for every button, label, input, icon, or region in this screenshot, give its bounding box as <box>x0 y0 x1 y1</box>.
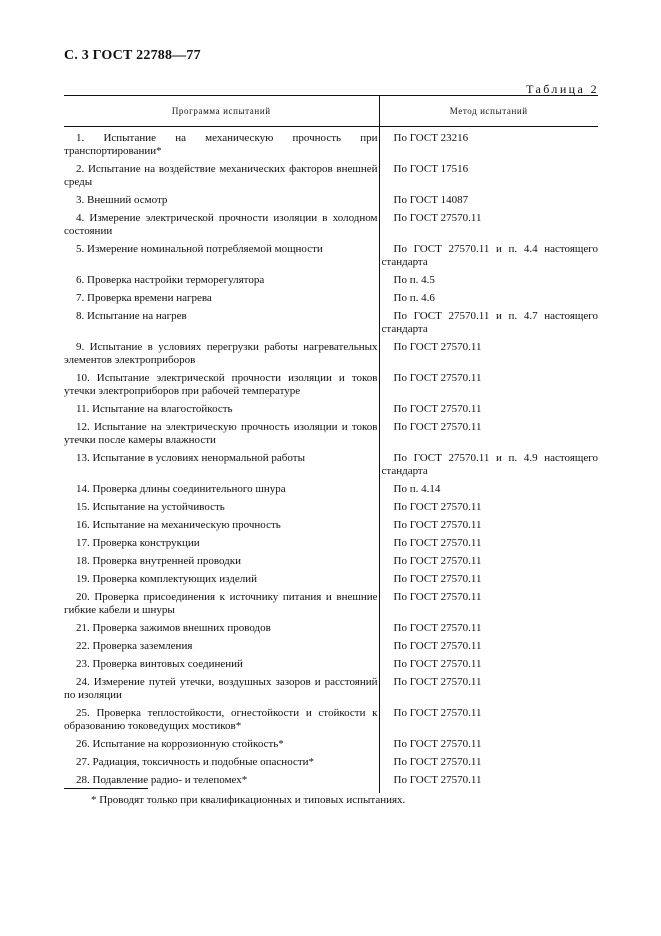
method-cell <box>379 416 598 447</box>
program-cell <box>64 127 379 159</box>
method-cell <box>379 532 598 550</box>
method-text: По ГОСТ 27570.11 <box>393 622 482 634</box>
program-text: 25. Проверка теплостойкости, огнестойкости и стойкости к образованию токоведущих мостиков* <box>64 707 378 732</box>
program-cell <box>64 769 379 793</box>
footnote-divider <box>64 788 148 789</box>
table-row <box>64 532 598 550</box>
program-cell <box>64 496 379 514</box>
table-header-row <box>64 96 598 127</box>
method-text: По ГОСТ 27570.11 <box>393 640 482 652</box>
program-cell <box>64 532 379 550</box>
program-cell <box>64 336 379 367</box>
method-cell <box>379 158 598 189</box>
method-cell <box>379 635 598 653</box>
program-cell <box>64 733 379 751</box>
program-cell <box>64 269 379 287</box>
method-cell <box>379 671 598 702</box>
table-body <box>64 127 598 794</box>
program-cell <box>64 478 379 496</box>
method-text: По ГОСТ 27570.11 и п. 4.7 настоящего стандарта <box>381 310 598 335</box>
method-text: По ГОСТ 27570.11 и п. 4.4 настоящего стандарта <box>381 243 598 268</box>
test-program-table <box>64 95 598 793</box>
program-cell <box>64 189 379 207</box>
program-cell <box>64 367 379 398</box>
method-text: По ГОСТ 27570.11 <box>393 774 482 786</box>
table-row <box>64 653 598 671</box>
method-text: По п. 4.14 <box>393 483 441 495</box>
method-cell <box>379 189 598 207</box>
method-cell <box>379 617 598 635</box>
method-cell <box>379 207 598 238</box>
table-row <box>64 269 598 287</box>
method-cell <box>379 398 598 416</box>
program-cell <box>64 702 379 733</box>
table-row <box>64 769 598 793</box>
program-cell <box>64 514 379 532</box>
method-text: По ГОСТ 27570.11 <box>393 537 482 549</box>
program-text: 7. Проверка времени нагрева <box>76 292 212 304</box>
table-row <box>64 586 598 617</box>
method-cell <box>379 336 598 367</box>
method-text: По ГОСТ 27570.11 <box>393 676 482 688</box>
table-row <box>64 496 598 514</box>
method-cell <box>379 586 598 617</box>
column-header-program: Программа испытаний <box>64 96 379 127</box>
program-text: 4. Измерение электрической прочности изоляции в холодном состоянии <box>64 212 378 237</box>
method-cell <box>379 568 598 586</box>
program-text: 21. Проверка зажимов внешних проводов <box>76 622 271 634</box>
program-cell <box>64 671 379 702</box>
method-text: По ГОСТ 27570.11 <box>393 403 482 415</box>
program-text: 24. Измерение путей утечки, воздушных зазоров и расстояний по изоляции <box>64 676 378 701</box>
table-row <box>64 702 598 733</box>
program-cell <box>64 586 379 617</box>
program-text: 3. Внешний осмотр <box>76 194 168 206</box>
table-row <box>64 416 598 447</box>
method-cell <box>379 127 598 159</box>
method-text: По ГОСТ 27570.11 <box>393 658 482 670</box>
table-row <box>64 550 598 568</box>
method-text: По ГОСТ 27570.11 <box>393 738 482 750</box>
method-text: По ГОСТ 23216 <box>393 132 469 144</box>
program-text: 27. Радиация, токсичность и подобные опасности* <box>76 756 315 768</box>
method-cell <box>379 478 598 496</box>
table-row <box>64 478 598 496</box>
method-text: По ГОСТ 27570.11 <box>393 707 482 719</box>
program-cell <box>64 568 379 586</box>
method-text: По п. 4.5 <box>393 274 435 286</box>
program-text: 5. Измерение номинальной потребляемой мощности <box>76 243 323 255</box>
program-text: 18. Проверка внутренней проводки <box>76 555 241 567</box>
table-row <box>64 189 598 207</box>
table-row <box>64 287 598 305</box>
program-cell <box>64 653 379 671</box>
method-cell <box>379 367 598 398</box>
program-cell <box>64 416 379 447</box>
method-cell <box>379 550 598 568</box>
table-row <box>64 238 598 269</box>
method-text: По ГОСТ 27570.11 <box>393 756 482 768</box>
table-row <box>64 671 598 702</box>
method-text: По ГОСТ 14087 <box>393 194 469 206</box>
footnote: * Проводят только при квалификационных и типовых испытаниях. <box>91 794 406 806</box>
method-text: По п. 4.6 <box>393 292 435 304</box>
table-row <box>64 367 598 398</box>
program-text: 1. Испытание на механическую прочность при транспортировании* <box>64 132 378 157</box>
program-cell <box>64 751 379 769</box>
table-row <box>64 447 598 478</box>
table-row <box>64 617 598 635</box>
program-cell <box>64 398 379 416</box>
method-text: По ГОСТ 27570.11 <box>393 372 482 384</box>
program-text: 19. Проверка комплектующих изделий <box>76 573 258 585</box>
method-cell <box>379 305 598 336</box>
program-cell <box>64 447 379 478</box>
table-row <box>64 207 598 238</box>
method-cell <box>379 751 598 769</box>
program-cell <box>64 617 379 635</box>
method-text: По ГОСТ 27570.11 <box>393 341 482 353</box>
method-cell <box>379 769 598 793</box>
method-text: По ГОСТ 27570.11 <box>393 519 482 531</box>
method-text: По ГОСТ 27570.11 <box>393 501 482 513</box>
table-row <box>64 127 598 159</box>
method-text: По ГОСТ 27570.11 <box>393 555 482 567</box>
program-text: 6. Проверка настройки терморегулятора <box>76 274 265 286</box>
program-cell <box>64 238 379 269</box>
table-row <box>64 336 598 367</box>
program-text: 14. Проверка длины соединительного шнура <box>76 483 286 495</box>
program-text: 9. Испытание в условиях перегрузки работы нагревательных элементов электроприборов <box>64 341 378 366</box>
program-text: 22. Проверка заземления <box>76 640 193 652</box>
program-text: 28. Подавление радио- и телепомех* <box>76 774 248 786</box>
program-text: 15. Испытание на устойчивость <box>76 501 225 513</box>
program-text: 2. Испытание на воздействие механических факторов внешней среды <box>64 163 378 188</box>
program-text: 8. Испытание на нагрев <box>76 310 187 322</box>
program-cell <box>64 635 379 653</box>
program-text: 17. Проверка конструкции <box>76 537 200 549</box>
program-cell <box>64 158 379 189</box>
program-cell <box>64 207 379 238</box>
page-header: С. 3 ГОСТ 22788—77 <box>64 48 201 63</box>
program-cell <box>64 287 379 305</box>
method-cell <box>379 653 598 671</box>
method-text: По ГОСТ 27570.11 и п. 4.9 настоящего стандарта <box>381 452 598 477</box>
program-text: 12. Испытание на электрическую прочность изоляции и токов утечки после камеры влажности <box>64 421 378 446</box>
method-cell <box>379 287 598 305</box>
method-cell <box>379 269 598 287</box>
program-text: 16. Испытание на механическую прочность <box>76 519 281 531</box>
method-text: По ГОСТ 27570.11 <box>393 591 482 603</box>
program-cell <box>64 305 379 336</box>
program-text: 11. Испытание на влагостойкость <box>76 403 233 415</box>
column-header-method: Метод испытаний <box>379 96 598 127</box>
program-text: 23. Проверка винтовых соединений <box>76 658 243 670</box>
method-cell <box>379 702 598 733</box>
table-row <box>64 635 598 653</box>
table-row <box>64 733 598 751</box>
method-cell <box>379 733 598 751</box>
method-cell <box>379 238 598 269</box>
method-text: По ГОСТ 27570.11 <box>393 421 482 433</box>
method-text: По ГОСТ 17516 <box>393 163 469 175</box>
table-row <box>64 398 598 416</box>
method-cell <box>379 447 598 478</box>
table-row <box>64 305 598 336</box>
program-text: 10. Испытание электрической прочности изоляции и токов утечки электроприборов при рабочей температуре <box>64 372 378 397</box>
table-label: Таблица 2 <box>526 82 599 96</box>
table-row <box>64 158 598 189</box>
table-row <box>64 514 598 532</box>
table-row <box>64 568 598 586</box>
method-cell <box>379 514 598 532</box>
program-text: 26. Испытание на коррозионную стойкость* <box>76 738 284 750</box>
method-cell <box>379 496 598 514</box>
program-text: 13. Испытание в условиях ненормальной работы <box>76 452 305 464</box>
method-text: По ГОСТ 27570.11 <box>393 212 482 224</box>
method-text: По ГОСТ 27570.11 <box>393 573 482 585</box>
program-text: 20. Проверка присоединения к источнику питания и внешние гибкие кабели и шнуры <box>64 591 378 616</box>
table-row <box>64 751 598 769</box>
program-cell <box>64 550 379 568</box>
